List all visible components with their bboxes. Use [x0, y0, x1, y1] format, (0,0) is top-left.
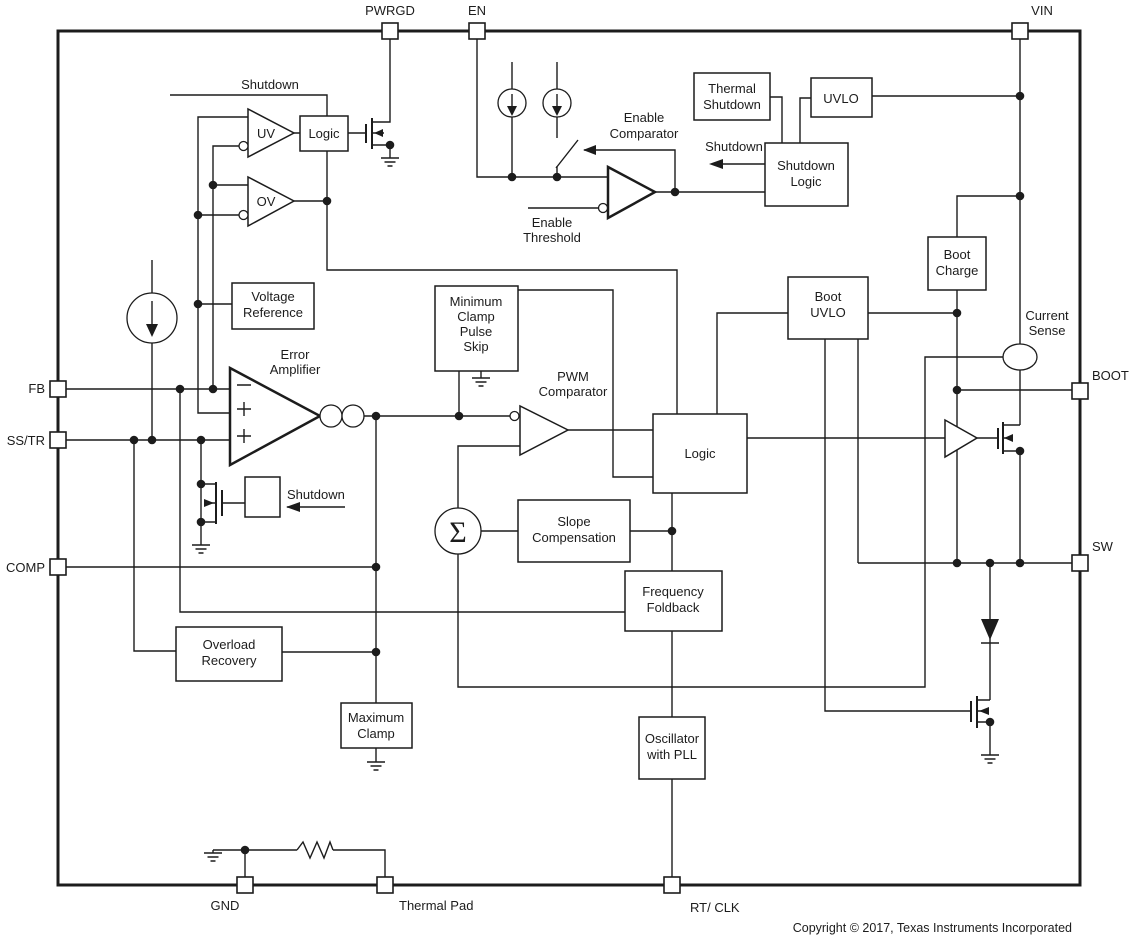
svg-text:Amplifier: Amplifier [269, 362, 321, 377]
pwrgd-fet-arrow-icon [374, 129, 383, 137]
label-uv: UV [256, 126, 276, 141]
svg-text:Clamp: Clamp [457, 309, 495, 324]
pin-label-vin: VIN [1031, 3, 1053, 18]
wires-pwrgd-fet [348, 39, 390, 158]
svg-text:Comparator: Comparator [609, 126, 679, 141]
current-source-en1 [498, 89, 526, 117]
current-source-ss [127, 293, 177, 343]
ea-output-circle-2 [342, 405, 364, 427]
label-shutdown-mid: Shutdown [705, 139, 763, 154]
ls-fet-arrow-icon [979, 707, 989, 715]
pin-label-rt-clk: RT/ CLK [690, 900, 740, 915]
shutdown-arrow-icon [709, 159, 723, 169]
ea-shutdown-arrow-icon [286, 502, 300, 512]
uv-bubble-icon [239, 142, 248, 151]
label-pwrgd-logic: Logic [308, 126, 340, 141]
enable-comparator [608, 167, 655, 218]
label-voltage-reference: Voltage [251, 289, 295, 304]
pin-label-ss-tr: SS/TR [6, 433, 45, 448]
pin-vin [1012, 23, 1028, 39]
label-current-sense: Current [1025, 308, 1069, 323]
svg-text:Comparator: Comparator [538, 384, 608, 399]
label-main-logic: Logic [684, 446, 716, 461]
label-shutdown-top: Shutdown [241, 77, 299, 92]
pin-label-comp: COMP [6, 560, 45, 575]
label-thermal-shutdown: Thermal [708, 81, 756, 96]
hs-fet-arrow-icon [1004, 434, 1013, 442]
pin-label-thermal-pad: Thermal Pad [399, 898, 474, 913]
wires-power-stage [858, 425, 1072, 755]
label-boot-charge: Boot [943, 247, 971, 262]
pin-label-pwrgd: PWRGD [365, 3, 415, 18]
label-pwm-comparator: PWM [557, 369, 589, 384]
svg-text:Skip: Skip [463, 339, 489, 354]
label-maximum-clamp: Maximum [347, 710, 405, 725]
svg-text:Recovery: Recovery [201, 653, 257, 668]
svg-text:with PLL: with PLL [647, 747, 697, 762]
wires-top-right [458, 39, 1072, 711]
error-amplifier [230, 368, 320, 465]
svg-text:Compensation: Compensation [532, 530, 616, 545]
svg-text:Shutdown: Shutdown [703, 97, 761, 112]
svg-text:Threshold: Threshold [523, 230, 581, 245]
label-shutdown-logic: Shutdown [777, 158, 835, 173]
pin-rt-clk [664, 877, 680, 893]
pin-thermal-pad [377, 877, 393, 893]
label-minimum-clamp: Minimum [449, 294, 503, 309]
pin-label-boot: BOOT [1092, 368, 1129, 383]
label-frequency-foldback: Frequency [642, 584, 704, 599]
pin-en [469, 23, 485, 39]
svg-text:Logic: Logic [790, 174, 822, 189]
pin-boot [1072, 383, 1088, 399]
chip-border [58, 31, 1080, 885]
svg-text:Pulse: Pulse [459, 324, 493, 339]
wires-bottom [213, 842, 385, 877]
pin-label-en: EN [467, 3, 487, 18]
label-overload-recovery: Overload [202, 637, 256, 652]
diode-icon [981, 619, 999, 640]
label-uvlo: UVLO [823, 91, 859, 106]
pin-ss-tr [50, 432, 66, 448]
label-oscillator: Oscillator [644, 731, 700, 746]
sigma-icon: Σ [449, 516, 467, 549]
pin-gnd [237, 877, 253, 893]
block-ea-shutdown [245, 477, 280, 517]
pin-label-fb: FB [28, 381, 45, 396]
label-enable-comparator: Enable [623, 110, 665, 125]
pin-label-sw: SW [1092, 539, 1113, 554]
pin-pwrgd [382, 23, 398, 39]
svg-text:Reference: Reference [243, 305, 303, 320]
label-ov: OV [256, 194, 276, 209]
label-slope-compensation: Slope [557, 514, 591, 529]
copyright-text: Copyright © 2017, Texas Instruments Incorporated [792, 921, 1072, 935]
pin-label-gnd: GND [210, 898, 240, 913]
svg-text:UVLO: UVLO [810, 305, 846, 320]
pwm-comparator [520, 406, 568, 455]
current-source-en2 [543, 89, 571, 117]
gate-driver [945, 420, 977, 457]
svg-text:Foldback: Foldback [646, 600, 700, 615]
current-sense-element [1003, 344, 1037, 370]
ov-bubble-icon [239, 211, 248, 220]
enable-feedback-arrow-icon [583, 145, 596, 155]
pin-comp [50, 559, 66, 575]
pin-sw [1072, 555, 1088, 571]
svg-text:Clamp: Clamp [357, 726, 395, 741]
label-shutdown-ea: Shutdown [287, 487, 345, 502]
pwm-bubble-icon [510, 412, 519, 421]
pin-fb [50, 381, 66, 397]
svg-text:Sense: Sense [1028, 323, 1066, 338]
ea-output-circle-1 [320, 405, 342, 427]
label-boot-uvlo: Boot [814, 289, 842, 304]
label-enable-threshold: Enable [531, 215, 573, 230]
ea-fet-arrow-icon [204, 499, 214, 507]
enable-bubble-icon [599, 204, 608, 213]
svg-text:Charge: Charge [935, 263, 979, 278]
label-error-amplifier: Error [280, 347, 310, 362]
